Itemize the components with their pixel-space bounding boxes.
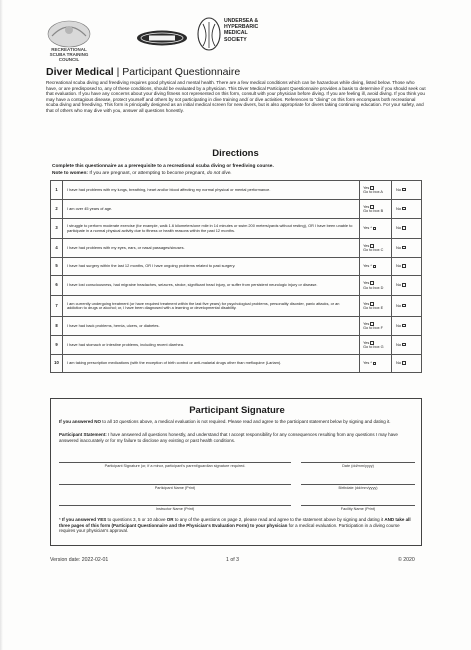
no-checkbox[interactable] [402,361,406,365]
yes-answer-note [59,517,415,534]
no-cell [392,336,422,355]
intro-paragraph: Recreational scuba diving and freediving requires good physical and mental health. There are a few medical conditions which can be hazardous while diving, listed below. Those who have, or are predisposed to, any of these conditions, should be evaluated by a physician. This Diver Medical Participant Questionnaire provides a basis to determine if you should seek out that evaluation. If you have any concerns about your diving fitness not represented on this form, consult with your physician before diving. If you are feeling ill, avoid diving. If you think you may have a contagious disease, protect yourself and others by not participating in dive training and/ or dive activities. References to "diving" on this form encompass both recreational scuba diving and freediving. This form is principally designed as an initial medical screen for new divers, but is also appropriate for divers taking continuing education. For your safety, and that of others who may dive with you, answer all questions honestly. [46,80,426,113]
yes-label: Yes * [363,264,372,269]
no-label: No [396,302,402,308]
uhms-line-2: HYPERBARIC [224,24,259,31]
no-label: No [396,360,402,366]
yes-cell [360,219,392,239]
no-answer-text: to all 10 questions above, a medical evaluation is not required. Please read and agree to the participant statement below by signing and dating it. [101,419,391,424]
question-table-body [51,181,422,373]
question-number: 7 [51,296,63,317]
question-row [51,336,422,355]
signature-field-label: Participant Signature (or, if a minor, participant's parent/guardian signature required. [104,464,246,468]
note-bold-2: OR [166,517,174,522]
no-checkbox[interactable] [402,188,406,192]
page-number: 1 of 3 [226,557,239,563]
birthdate-label: Birthdate (dd/mm/yyyy) [338,486,378,490]
no-cell [392,258,422,276]
no-checkbox[interactable] [402,246,406,250]
title-main: Diver Medical [46,66,114,78]
note-warning: do not dive. [206,171,232,176]
question-row [51,219,422,239]
note-text-1: to questions 3, 5 or 10 above [106,517,167,522]
copyright: © 2020 [398,557,415,563]
question-row [51,317,422,336]
instructor-name-field[interactable] [59,505,291,506]
question-number: 2 [51,200,63,219]
yes-checkbox[interactable] [370,205,374,209]
uhms-logo-text [224,18,258,43]
directions-instruction: Complete this questionnaire as a prerequisite to a recreational scuba diving or freediving course. [52,164,274,169]
no-checkbox[interactable] [402,207,406,211]
statement-label: Participant Statement: [59,432,107,437]
no-cell [392,276,422,296]
question-text: I have had problems with my lungs, breathing, heart and/or blood affecting my normal physical or mental performance. [62,181,359,200]
uhms-line-4: SOCIETY [224,36,247,43]
uhms-logo [196,16,306,60]
yes-checkbox[interactable] [370,302,374,306]
yes-cell [360,336,392,355]
yes-label: Yes [363,321,370,326]
question-text: I am over 45 years of age. [62,200,359,219]
question-text: I have had back problems, hernia, ulcers, or diabetes. [62,317,359,336]
yes-cell [360,355,392,373]
no-label: No [396,225,402,231]
yes-label: Yes * [363,361,372,366]
yes-cell [360,200,392,219]
yes-label: Yes [363,204,370,209]
note-text-2: to any of the questions on page 2, please read and agree to the statement above by signing and dating it [173,517,385,522]
signature-section [50,398,422,546]
version-date: Version date: 2022-02-01 [50,557,109,563]
yes-cell [360,317,392,336]
goto-instruction: Go to box D [363,285,384,290]
no-cell [392,181,422,200]
no-cell [392,317,422,336]
question-row [51,200,422,219]
question-row [51,181,422,200]
question-row [51,276,422,296]
yes-label: Yes [363,281,370,286]
uhms-line-1: UNDERSEA & [224,18,259,24]
no-cell [392,239,422,258]
title-separator: | [113,66,123,78]
uhms-line-3: MEDICAL [224,30,248,37]
question-text: I struggle to perform moderate exercise (for example, walk 1.6 kilometers/one mile in 14 minutes or swim 200 meters/yards without resting), OR I have been unable to participate in a normal physical activity due to fitness or health reasons within the past 12 months. [62,219,359,239]
no-label: No [396,341,402,347]
statement-text: I have answered all questions honestly, and understand that I accept responsibility for any consequences resulting from any questions I may have answered inaccurately or for my failure to disclose any existing or past health conditions. [59,432,398,443]
question-text: I have had surgery within the last 12 months, OR I have ongoing problems related to past surgery. [62,258,359,276]
no-cell [392,355,422,373]
yes-cell [360,258,392,276]
yes-cell [360,239,392,258]
signature-heading: Participant Signature [189,405,285,416]
directions-note [52,171,232,176]
uhms-emblem-icon [196,16,222,54]
no-checkbox[interactable] [402,324,406,328]
question-number: 9 [51,336,63,355]
no-checkbox[interactable] [402,304,406,308]
facility-name-field[interactable] [301,505,415,506]
no-label: No [396,282,402,288]
scan-edge [0,0,3,650]
yes-label: Yes [363,340,370,345]
yes-checkbox[interactable] [370,186,374,190]
participant-statement [59,432,415,443]
yes-checkbox[interactable] [370,244,374,248]
no-checkbox[interactable] [402,226,406,230]
yes-checkbox[interactable] [370,281,374,285]
note-star: * [59,517,63,522]
question-row [51,258,422,276]
no-cell [392,296,422,317]
question-number: 4 [51,239,63,258]
goto-instruction: Go to box A [363,190,383,194]
yes-checkbox[interactable] [373,265,377,269]
no-label: No [396,205,402,211]
ierd-logo-icon [136,30,188,46]
no-label: No [396,322,402,328]
question-number: 10 [51,355,63,373]
yes-label: Yes [363,243,370,248]
yes-checkbox[interactable] [373,227,377,231]
yes-label: Yes [363,185,370,190]
yes-checkbox[interactable] [370,341,374,345]
goto-instruction: Go to box C [363,248,384,252]
signature-instruction [59,419,415,425]
yes-checkbox[interactable] [370,322,374,326]
participant-name-field[interactable] [59,484,291,485]
question-text: I have lost consciousness, had migraine headaches, seizures, stroke, significant head injury, or suffer from persistent neurologic injury or disease. [62,276,359,296]
rstc-emblem-icon [46,14,92,48]
date-field[interactable] [301,462,415,463]
no-label: No [396,244,402,250]
signature-field[interactable] [59,462,291,463]
yes-cell [360,181,392,200]
no-answer-label: If you answered NO [59,419,102,424]
yes-cell [360,296,392,317]
facility-name-label: Facility Name (Print) [340,507,376,511]
note-bold-1: If you answered YES [62,517,107,522]
yes-label: Yes * [363,226,372,231]
yes-cell [360,276,392,296]
birthdate-field[interactable] [301,484,415,485]
question-text: I have had problems with my eyes, ears, or nasal passages/sinuses. [62,239,359,258]
goto-instruction: Go to box G [363,345,384,349]
page-title [46,66,240,78]
note-text: If you are pregnant, or attempting to become pregnant, [87,171,207,176]
question-table [50,180,422,373]
goto-instruction: Go to box E [363,306,384,310]
yes-label: Yes [363,301,370,306]
question-text: I have had stomach or intestine problems, including recent diarrhea. [62,336,359,355]
no-cell [392,200,422,219]
no-checkbox[interactable] [402,283,406,287]
directions-heading: Directions [212,148,259,159]
note-label: Note to women: [52,171,88,176]
date-field-label: Date (dd/mm/yyyy) [342,464,374,468]
rstc-logo-text: RECREATIONAL SCUBA TRAINING COUNCIL [49,47,89,62]
no-checkbox[interactable] [402,264,406,268]
no-checkbox[interactable] [402,343,406,347]
question-text: I am currently undergoing treatment (or have required treatment within the last five years) for psychological problems, personality disorder, panic attacks, or an addiction to drugs or alcohol; or, I have been diagnosed with a learning or developmental disability. [62,296,359,317]
question-number: 5 [51,258,63,276]
no-cell [392,219,422,239]
question-row [51,296,422,317]
question-number: 3 [51,219,63,239]
question-text: I am taking prescription medications (with the exception of birth control or anti-malarial drugs other than mefloquine (Lariam). [62,355,359,373]
no-label: No [396,186,402,192]
header-logos [46,14,306,62]
participant-name-label: Participant Name (Print) [154,486,196,490]
no-label: No [396,263,402,269]
question-row [51,239,422,258]
yes-checkbox[interactable] [373,362,377,366]
rstc-logo [46,14,92,62]
question-number: 8 [51,317,63,336]
note-bold-3: AND take all three pages of this form (Participant Questionnaire and the Physician's Evaluation Form) to your physician [59,517,411,528]
instructor-name-label: Instructor Name (Print) [155,507,195,511]
goto-instruction: Go to box F [363,326,383,330]
note-text-3: for a medical evaluation. Participation in a diving course requires your physician's approval. [59,522,400,533]
title-subtitle: Participant Questionnaire [122,66,241,78]
question-row [51,355,422,373]
goto-instruction: Go to box B [363,209,384,213]
question-number: 6 [51,276,63,296]
question-number: 1 [51,181,63,200]
